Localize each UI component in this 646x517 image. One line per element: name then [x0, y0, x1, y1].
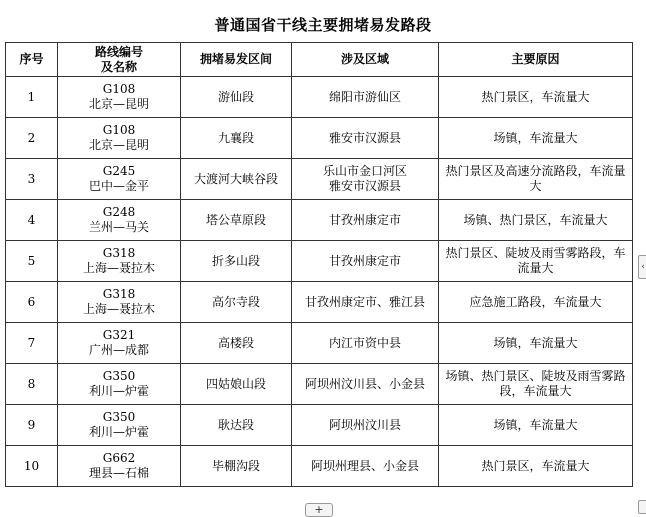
cell-reason: 场镇、热门景区，车流量大 [439, 200, 633, 241]
cell-no: 2 [6, 118, 58, 159]
route-name: 上海—聂拉木 [82, 261, 155, 275]
cell-section: 游仙段 [181, 77, 292, 118]
route-code: G108 [102, 82, 136, 96]
cell-no: 3 [6, 159, 58, 200]
route-code: G350 [102, 410, 136, 424]
cell-reason: 热门景区、陡坡及雨雪雾路段，车流量大 [439, 241, 633, 282]
route-code: G662 [102, 451, 136, 465]
table-row [6, 241, 633, 282]
cell-section: 高楼段 [181, 323, 292, 364]
cell-section: 九襄段 [181, 118, 292, 159]
table-row [6, 405, 633, 446]
table-title: 普通国省干线主要拥堵易发路段 [214, 16, 432, 34]
header-no: 序号 [6, 43, 58, 77]
cell-route [58, 323, 181, 364]
cell-reason: 热门景区，车流量大 [439, 446, 633, 487]
cell-area: 阿坝州汶川县 [292, 405, 439, 446]
header-route [58, 43, 181, 77]
cell-route [58, 118, 181, 159]
cell-route [58, 364, 181, 405]
table-row [6, 282, 633, 323]
route-code: G108 [102, 123, 136, 137]
cell-reason: 热门景区，车流量大 [439, 77, 633, 118]
route-name: 广州—成都 [88, 343, 149, 357]
cell-area: 雅安市汉源县 [292, 118, 439, 159]
cell-area: 内江市资中县 [292, 323, 439, 364]
cell-no: 5 [6, 241, 58, 282]
cell-section: 耿达段 [181, 405, 292, 446]
cell-section: 折多山段 [181, 241, 292, 282]
table-row [6, 446, 633, 487]
route-code: G318 [102, 246, 136, 260]
table-header-row [6, 43, 633, 77]
cell-reason: 场镇、热门景区、陡坡及雨雪雾路段，车流量大 [439, 364, 633, 405]
cell-reason: 应急施工路段，车流量大 [439, 282, 633, 323]
table-row [6, 159, 633, 200]
cell-area: 甘孜州康定市 [292, 200, 439, 241]
congestion-table [5, 42, 633, 487]
cell-area: 乐山市金口河区 雅安市汉源县 [292, 159, 439, 200]
header-route-line1: 路线编号 [94, 44, 143, 59]
cell-no: 4 [6, 200, 58, 241]
cell-section: 四姑娘山段 [181, 364, 292, 405]
route-name: 利川—炉霍 [88, 425, 149, 439]
cell-no: 8 [6, 364, 58, 405]
route-name: 北京—昆明 [88, 97, 149, 111]
cell-area: 阿坝州理县、小金县 [292, 446, 439, 487]
cell-route [58, 282, 181, 323]
cell-no: 10 [6, 446, 58, 487]
cell-area: 甘孜州康定市 [292, 241, 439, 282]
table-body [6, 77, 633, 487]
table-row [6, 200, 633, 241]
cell-section: 高尔寺段 [181, 282, 292, 323]
cell-route [58, 159, 181, 200]
cell-route [58, 241, 181, 282]
cell-area: 绵阳市游仙区 [292, 77, 439, 118]
route-code: G248 [102, 205, 136, 219]
route-name: 兰州—马关 [88, 220, 149, 234]
route-name: 北京—昆明 [88, 138, 149, 152]
cell-no: 1 [6, 77, 58, 118]
route-code: G245 [102, 164, 136, 178]
table-row [6, 323, 633, 364]
route-name: 利川—炉霍 [88, 384, 149, 398]
table-row [6, 118, 633, 159]
route-code: G350 [102, 369, 136, 383]
cell-reason: 场镇，车流量大 [439, 323, 633, 364]
cell-route [58, 77, 181, 118]
cell-no: 7 [6, 323, 58, 364]
cell-reason: 场镇，车流量大 [439, 405, 633, 446]
cell-route [58, 200, 181, 241]
cell-area: 甘孜州康定市、雅江县 [292, 282, 439, 323]
route-name: 巴中—金平 [88, 179, 149, 193]
route-name: 上海—聂拉木 [82, 302, 155, 316]
table-row [6, 364, 633, 405]
cell-reason: 热门景区及高速分流路段，车流量大 [439, 159, 633, 200]
cell-section: 大渡河大峡谷段 [181, 159, 292, 200]
scroll-right-arrow-icon[interactable]: ‹ [638, 255, 646, 279]
cell-section: 塔公草原段 [181, 200, 292, 241]
header-route-line2: 及名称 [100, 59, 137, 74]
cell-route [58, 446, 181, 487]
cell-no: 9 [6, 405, 58, 446]
route-code: G321 [102, 328, 136, 342]
cell-route [58, 405, 181, 446]
cell-no: 6 [6, 282, 58, 323]
cell-area: 阿坝州汶川县、小金县 [292, 364, 439, 405]
header-reason: 主要原因 [439, 43, 633, 77]
route-code: G318 [102, 287, 136, 301]
header-section: 拥堵易发区间 [181, 43, 292, 77]
route-name: 理县—石棉 [88, 466, 149, 480]
add-row-button[interactable]: + [305, 503, 333, 517]
header-area: 涉及区域 [292, 43, 439, 77]
cell-reason: 场镇，车流量大 [439, 118, 633, 159]
table-row [6, 77, 633, 118]
cell-section: 毕棚沟段 [181, 446, 292, 487]
